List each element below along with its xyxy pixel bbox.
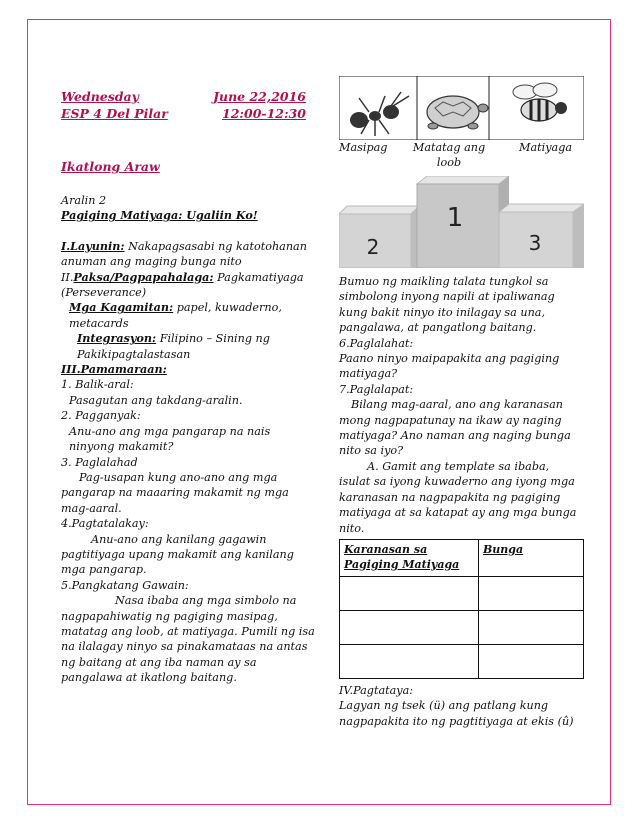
pagtataya-text: Lagyan ng tsek (ü) ang patlang kung nagpapakita ito ng pagtitiyaga at ekis (û) — [339, 699, 574, 728]
kagamitan-text: papel, kuwaderno, metacards — [69, 301, 282, 330]
pamamaraan-label: III.Pamamaraan: — [61, 362, 167, 377]
table-cell[interactable] — [479, 644, 584, 678]
pagtataya-label: IV.Pagtataya: — [339, 683, 414, 697]
caption-masipag: Masipag — [339, 141, 388, 154]
header-day: Wednesday — [61, 89, 139, 104]
kagamitan-label: Mga Kagamitan: — [69, 300, 174, 315]
header-row-1 — [61, 88, 306, 105]
header-section: ESP 4 Del Pilar — [61, 106, 168, 121]
step-7-label: 7.Paglalapat: — [339, 382, 414, 396]
table-row — [340, 610, 584, 644]
podium-instruction: Bumuo ng maikling talata tungkol sa simbolong inyong napili at ipaliwanag kung bakit ninyo ito inilagay sa una, pangalawa, at pangatlong baitang. — [339, 275, 555, 335]
caption-matatag: Matatag ang loob — [412, 141, 486, 170]
topic-title: Pagiging Matiyaga: Ugaliin Ko! — [61, 208, 258, 223]
karanasan-table — [339, 539, 584, 679]
step-6-text: Paano ninyo maipapakita ang pagiging matiyaga? — [339, 352, 560, 381]
header-date: June 22,2016 — [213, 89, 306, 104]
paksa-text: Pagkamatiyaga (Perseverance) — [61, 270, 304, 300]
layunin-label: I.Layunin: — [61, 238, 125, 253]
layunin-text: Nakapagsasabi ng katotohanan anuman ang maging bunga nito — [61, 239, 307, 269]
kagamitan — [61, 300, 316, 331]
step-1-label: 1. Balik-aral: — [61, 378, 134, 392]
podium-image — [339, 176, 584, 268]
step-1-text: Pasagutan ang takdang-aralin. — [69, 393, 243, 407]
table-row — [340, 576, 584, 610]
step-2-label: 2. Pagganyak: — [61, 409, 141, 423]
paksa — [61, 270, 316, 301]
aralin-label: Aralin 2 — [61, 194, 107, 207]
day-label: Ikatlong Araw — [61, 159, 160, 174]
integrasyon — [61, 331, 316, 362]
integrasyon-text: Filipino – Sining ng Pakikipagtalastasan — [77, 332, 270, 361]
table-cell[interactable] — [340, 610, 479, 644]
step-4-text: Anu-ano ang kanilang gagawin pagtitiyaga upang makamit ang kanilang mga pangarap. — [61, 532, 294, 577]
table-cell[interactable] — [340, 576, 479, 610]
step-5-text: Nasa ibaba ang mga simbolo na nagpapahiwatig ng pagiging masipag, matatag ang loob, at matiyaga. Pumili ng isa na ilalagay ninyo sa pinakamataas na antas ng baitang at ang iba naman ay sa pangalawa at ikatlong baitang. — [61, 594, 315, 685]
table-row — [340, 644, 584, 678]
step-6-label: 6.Paglalahat: — [339, 336, 414, 350]
table-header-bunga: Bunga — [479, 539, 584, 576]
header-row-2 — [61, 105, 306, 122]
caption-matiyaga: Matiyaga — [519, 141, 573, 154]
table-cell[interactable] — [479, 610, 584, 644]
layunin — [61, 239, 316, 270]
header-time: 12:00-12:30 — [222, 106, 306, 121]
table-cell[interactable] — [479, 576, 584, 610]
step-7-text: Bilang mag-aaral, ano ang karanasan mong nagpapatunay na ikaw ay naging matiyaga? Ano naman ang naging bunga nito sa iyo? — [339, 398, 571, 458]
table-header-row — [340, 539, 584, 576]
integrasyon-label: Integrasyon: — [77, 331, 157, 346]
paksa-prefix: II. — [61, 270, 74, 284]
step-4-label: 4.Pagtatalakay: — [61, 517, 149, 531]
right-column — [339, 274, 584, 729]
left-column — [61, 88, 316, 686]
podium-third: 3 — [528, 231, 542, 255]
symbols-image — [339, 76, 584, 140]
podium-second: 2 — [366, 235, 380, 259]
table-header-karanasan: Karanasan sa Pagiging Matiyaga — [340, 539, 479, 576]
step-3-text: Pag-usapan kung ano-ano ang mga pangarap na maaaring makamit ng mga mag-aaral. — [61, 470, 289, 515]
step-2-text: Anu-ano ang mga pangarap na nais ninyong makamit? — [69, 424, 271, 454]
paksa-label: Paksa/Pagpapahalaga: — [73, 269, 214, 284]
step-7-a: A. Gamit ang template sa ibaba, isulat sa iyong kuwaderno ang iyong mga karanasan na nagpapakita ng pagiging matiyaga at sa katapat ay ang mga bunga nito. — [339, 459, 577, 535]
podium-first: 1 — [446, 203, 464, 233]
table-cell[interactable] — [340, 644, 479, 678]
step-3-label: 3. Paglalahad — [61, 455, 138, 469]
step-5-label: 5.Pangkatang Gawain: — [61, 578, 189, 592]
